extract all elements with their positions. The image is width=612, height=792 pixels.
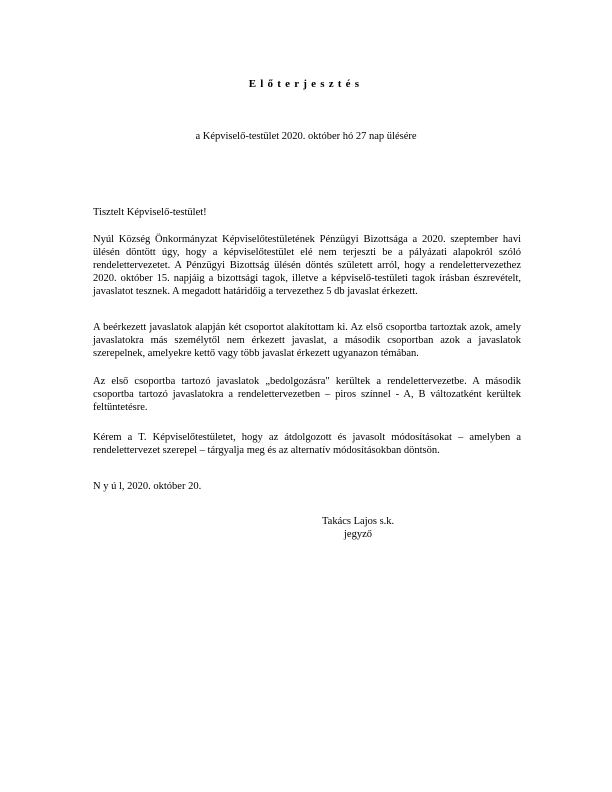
signature-block [322, 515, 394, 541]
place-and-date: N y ú l, 2020. október 20. [93, 481, 202, 492]
document-title: Előterjesztés [248, 78, 364, 90]
paragraph-4: Kérem a T. Képviselőtestületet, hogy az átdolgozott és javasolt módosításokat – amelyben a rendelettervezet szerepel – tárgyalja meg és az alternatív módosításokban döntsön. [93, 432, 521, 456]
paragraph-1: Nyúl Község Önkormányzat Képviselőtestületének Pénzügyi Bizottsága a 2020. szeptember havi ülésén döntött úgy, hogy a képviselőtestület elé nem terjeszti be a pályázati alapokról szóló rendelettervezetet. A Pénzügyi Bizottság ülésén döntés született arról, hogy a rendelettervezethez 2020. október 15. napjáig a bizottsági tagok, illetve a képviselő-testületi tagok írásban észrevételt, javaslatot tesznek. A megadott határidőig a tervezethez 5 db javaslat érkezett. [93, 234, 521, 297]
signatory-name: Takács Lajos s.k. [322, 516, 395, 527]
paragraph-2: A beérkezett javaslatok alapján két csoportot alakítottam ki. Az első csoportba tartoztak azok, amely javaslatokra más személytől nem érkezett javaslat, a második csoportban azok a javaslatok szerepelnek, amelyekre kettő vagy több javaslat érkezett ugyanazon témában. [93, 322, 521, 359]
signatory-role: jegyző [344, 529, 372, 540]
paragraph-3: Az első csoportba tartozó javaslatok „bedolgozásra" kerültek a rendelettervezetbe. A második csoportba tartozó javaslatokra a rendelettervezetben – piros színnel - A, B változatként kerültek feltüntetésre. [93, 376, 521, 413]
greeting: Tisztelt Képviselő-testület! [93, 207, 207, 218]
document-subtitle: a Képviselő-testület 2020. október hó 27 nap ülésére [195, 131, 417, 142]
